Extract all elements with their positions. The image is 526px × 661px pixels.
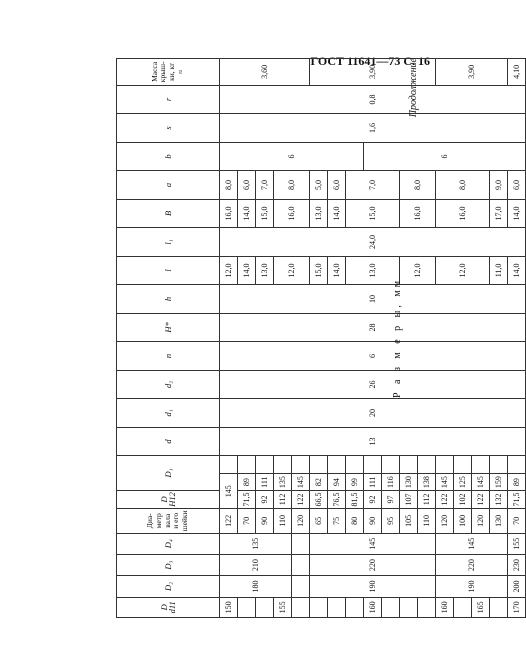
cell: 15,0	[310, 256, 328, 285]
cell: 8,0	[400, 171, 436, 200]
cell: 81,5	[346, 490, 364, 508]
cell: 9,0	[490, 171, 508, 200]
cell: 130	[490, 509, 508, 533]
cell: 7,0	[346, 171, 400, 200]
col-Dc: D₁	[117, 456, 220, 491]
cell: 89	[238, 474, 256, 490]
cell: 12,0	[400, 256, 436, 285]
cell: 160	[436, 597, 454, 617]
cell: 70	[508, 509, 526, 533]
cell: 100	[454, 509, 472, 533]
cell: 16,0	[274, 199, 310, 228]
cell: 220	[310, 554, 436, 575]
cell	[490, 597, 508, 617]
cell: 160	[364, 597, 382, 617]
cell: 71,5	[238, 490, 256, 508]
cell: 125	[454, 474, 472, 490]
cell: 110	[274, 509, 292, 533]
cell: 8,0	[220, 171, 238, 200]
cell: 145	[220, 474, 238, 509]
cell: 75	[328, 509, 346, 533]
cell: 138	[418, 474, 436, 490]
cell: 150	[220, 597, 238, 617]
continued-label: Продолжение	[408, 58, 419, 118]
cell: 145	[436, 474, 454, 490]
cell: 116	[382, 474, 400, 490]
col-n: n	[117, 342, 220, 371]
cell: 92	[256, 490, 274, 508]
cell: 24,0	[220, 228, 526, 257]
cell: 13,0	[310, 199, 328, 228]
cell	[346, 456, 364, 474]
col-s: s	[117, 114, 220, 143]
cell: 0,8	[220, 85, 526, 114]
cell: 145	[292, 474, 310, 490]
col-b: b	[117, 142, 220, 171]
cell	[292, 554, 310, 575]
cell: 15,0	[346, 199, 400, 228]
cell	[454, 597, 472, 617]
cell: 3,90	[436, 59, 508, 86]
cell: 4,10	[508, 59, 526, 86]
cell: 89	[508, 474, 526, 490]
col-D1: D H12	[117, 490, 220, 508]
cell: 11,0	[490, 256, 508, 285]
dimensions-table	[116, 58, 526, 618]
cell	[238, 597, 256, 617]
cell	[364, 456, 382, 474]
cell: 94	[328, 474, 346, 490]
cell: 122	[220, 509, 238, 533]
cell: 70	[238, 509, 256, 533]
cell: 105	[400, 509, 418, 533]
page-header: ГОСТ 11641—73 С. 16	[310, 54, 430, 68]
cell: 14,0	[328, 256, 346, 285]
cell	[454, 456, 472, 474]
cell: 6,0	[238, 171, 256, 200]
cell: 3,60	[220, 59, 310, 86]
col-D4: D₄	[117, 533, 220, 554]
cell: 107	[400, 490, 418, 508]
cell: 76,5	[328, 490, 346, 508]
col-d: d	[117, 427, 220, 456]
cell: 12,0	[436, 256, 490, 285]
col-shaft: Диа- метр вала и его шейки	[117, 509, 220, 533]
col-D2: D₂	[117, 576, 220, 597]
cell: 14,0	[508, 199, 526, 228]
cell	[256, 597, 274, 617]
cell	[292, 533, 310, 554]
cell: 13,0	[346, 256, 400, 285]
cell	[346, 597, 364, 617]
cell: 14,0	[508, 256, 526, 285]
cell: 130	[400, 474, 418, 490]
cell: 15,0	[256, 199, 274, 228]
col-d1: d₁	[117, 399, 220, 428]
cell	[508, 456, 526, 474]
cell: 80	[346, 509, 364, 533]
cell: 14,0	[238, 199, 256, 228]
cell: 230	[508, 554, 526, 575]
cell: 66,5	[310, 490, 328, 508]
cell: 17,0	[490, 199, 508, 228]
cell	[220, 456, 238, 474]
cell: 122	[292, 490, 310, 508]
cell: 6,0	[328, 171, 346, 200]
col-mass: Масса крыш- ки, кг ≈	[117, 59, 220, 86]
col-D3: D₃	[117, 554, 220, 575]
cell: 28	[220, 313, 526, 342]
cell: 13,0	[256, 256, 274, 285]
cell: 111	[256, 474, 274, 490]
col-B: B	[117, 199, 220, 228]
col-H: H*	[117, 313, 220, 342]
rotated-table-block	[116, 58, 521, 618]
cell: 112	[274, 490, 292, 508]
cell: 112	[418, 490, 436, 508]
cell: 6	[220, 342, 526, 371]
cell: 200	[508, 576, 526, 597]
cell: 155	[274, 597, 292, 617]
cell: 102	[454, 490, 472, 508]
cell: 5,0	[310, 171, 328, 200]
cell	[238, 456, 256, 474]
cell: 8,0	[274, 171, 310, 200]
cell	[292, 597, 310, 617]
cell: 220	[436, 554, 508, 575]
cell	[472, 456, 490, 474]
cell: 110	[418, 509, 436, 533]
cell	[310, 456, 328, 474]
col-D: D d11	[117, 597, 220, 617]
cell	[436, 456, 454, 474]
cell: 210	[220, 554, 292, 575]
cell	[328, 597, 346, 617]
cell: 12,0	[220, 256, 238, 285]
cell: 16,0	[436, 199, 490, 228]
cell: 13	[220, 427, 526, 456]
col-l: l	[117, 256, 220, 285]
cell	[256, 456, 274, 474]
cell: 26	[220, 370, 526, 399]
table-row	[220, 59, 238, 618]
cell: 14,0	[238, 256, 256, 285]
col-a: a	[117, 171, 220, 200]
cell: 14,0	[328, 199, 346, 228]
cell	[310, 597, 328, 617]
cell: 190	[436, 576, 508, 597]
cell: 6	[220, 142, 364, 171]
cell: 7,0	[256, 171, 274, 200]
cell: 165	[472, 597, 490, 617]
cell: 155	[508, 533, 526, 554]
cell	[490, 456, 508, 474]
col-r: r	[117, 85, 220, 114]
cell: 135	[220, 533, 292, 554]
cell: 120	[472, 509, 490, 533]
col-d2: d₂	[117, 370, 220, 399]
cell: 12,0	[274, 256, 310, 285]
cell: 92	[364, 490, 382, 508]
cell: 82	[310, 474, 328, 490]
cell: 1,6	[220, 114, 526, 143]
cell	[292, 576, 310, 597]
cell: 20	[220, 399, 526, 428]
cell: 90	[256, 509, 274, 533]
dimensions-title: Р а з м е р ы, мм	[392, 277, 403, 399]
cell: 90	[364, 509, 382, 533]
cell: 16,0	[220, 199, 238, 228]
cell: 122	[472, 490, 490, 508]
cell: 10	[220, 285, 526, 314]
cell: 170	[508, 597, 526, 617]
cell: 180	[220, 576, 292, 597]
cell: 190	[310, 576, 436, 597]
cell: 111	[364, 474, 382, 490]
cell	[292, 456, 310, 474]
cell: 159	[490, 474, 508, 490]
cell: 6	[364, 142, 526, 171]
cell: 132	[490, 490, 508, 508]
cell: 145	[436, 533, 508, 554]
cell: 120	[436, 509, 454, 533]
cell: 65	[310, 509, 328, 533]
col-l1: l₁	[117, 228, 220, 257]
cell	[328, 456, 346, 474]
cell: 6,0	[508, 171, 526, 200]
cell	[418, 456, 436, 474]
cell: 99	[346, 474, 364, 490]
cell: 8,0	[436, 171, 490, 200]
cell: 95	[382, 509, 400, 533]
cell: 16,0	[400, 199, 436, 228]
cell: 97	[382, 490, 400, 508]
cell	[418, 597, 436, 617]
cell	[274, 456, 292, 474]
cell: 145	[472, 474, 490, 490]
cell: 135	[274, 474, 292, 490]
col-h: h	[117, 285, 220, 314]
cell: 3,90	[310, 59, 436, 86]
cell: 145	[310, 533, 436, 554]
cell: 120	[292, 509, 310, 533]
cell: 71,5	[508, 490, 526, 508]
cell: 122	[436, 490, 454, 508]
